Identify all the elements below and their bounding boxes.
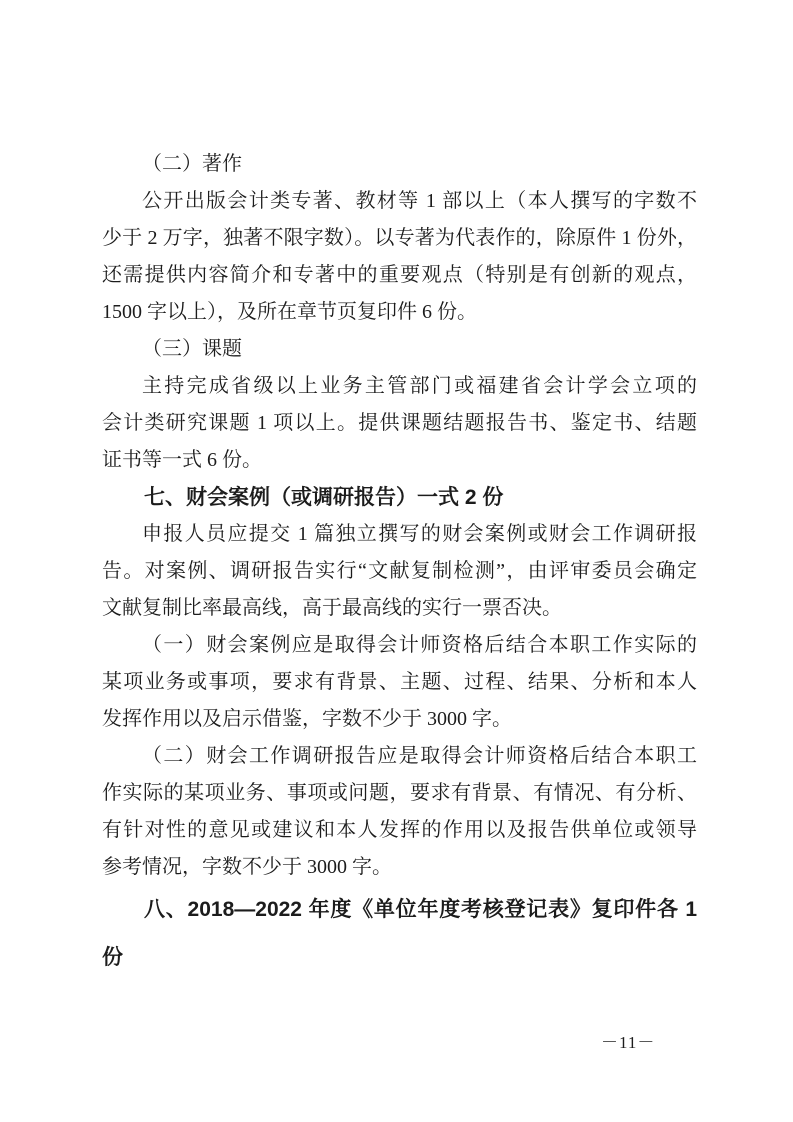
heading-line: 份 — [102, 946, 123, 969]
text-line: 会计类研究课题 1 项以上。提供课题结题报告书、鉴定书、结题 — [102, 412, 697, 434]
paragraph — [102, 368, 697, 479]
text-line: 主持完成省级以上业务主管部门或福建省会计学会立项的 — [142, 375, 697, 397]
text-line: 告。对案例、调研报告实行“文献复制检测”，由评审委员会确定 — [102, 560, 697, 582]
text-line: 还需提供内容简介和专著中的重要观点（特别是有创新的观点， — [102, 264, 697, 286]
text-line: （一）财会案例应是取得会计师资格后结合本职工作实际的 — [142, 634, 697, 656]
paragraph — [102, 183, 697, 331]
page-number-label: －11－ — [601, 1033, 656, 1052]
section-heading — [102, 331, 697, 368]
heading-line: （二）著作 — [142, 153, 242, 175]
section-heading — [102, 146, 697, 183]
text-line: 参考情况，字数不少于 3000 字。 — [102, 856, 392, 878]
text-line: 有针对性的意见或建议和本人发挥的作用以及报告供单位或领导 — [102, 819, 697, 841]
text-line: 证书等一式 6 份。 — [102, 449, 262, 471]
text-line: 发挥作用以及启示借鉴，字数不少于 3000 字。 — [102, 708, 512, 730]
text-line: 少于 2 万字，独著不限字数）。以专著为代表作的，除原件 1 份外， — [102, 227, 697, 249]
text-line: 申报人员应提交 1 篇独立撰写的财会案例或财会工作调研报 — [142, 523, 697, 545]
text-line: 1500 字以上），及所在章节页复印件 6 份。 — [102, 301, 477, 323]
text-line: （二）财会工作调研报告应是取得会计师资格后结合本职工 — [142, 745, 697, 767]
paragraph — [102, 516, 697, 627]
heading-line: （三）课题 — [142, 338, 242, 360]
text-line: 公开出版会计类专著、教材等 1 部以上（本人撰写的字数不 — [142, 190, 697, 212]
section-heading — [102, 886, 697, 982]
heading-line: 七、财会案例（或调研报告）一式 2 份 — [144, 486, 504, 509]
paragraph — [102, 627, 697, 738]
section-heading — [102, 479, 697, 516]
paragraph — [102, 738, 697, 886]
text-line: 文献复制比率最高线，高于最高线的实行一票否决。 — [102, 597, 562, 619]
text-line: 作实际的某项业务、事项或问题，要求有背景、有情况、有分析、 — [102, 782, 697, 804]
heading-line: 八、2018—2022 年度《单位年度考核登记表》复印件各 1 — [144, 898, 697, 921]
document-body — [102, 146, 697, 982]
text-line: 某项业务或事项，要求有背景、主题、过程、结果、分析和本人 — [102, 671, 697, 693]
